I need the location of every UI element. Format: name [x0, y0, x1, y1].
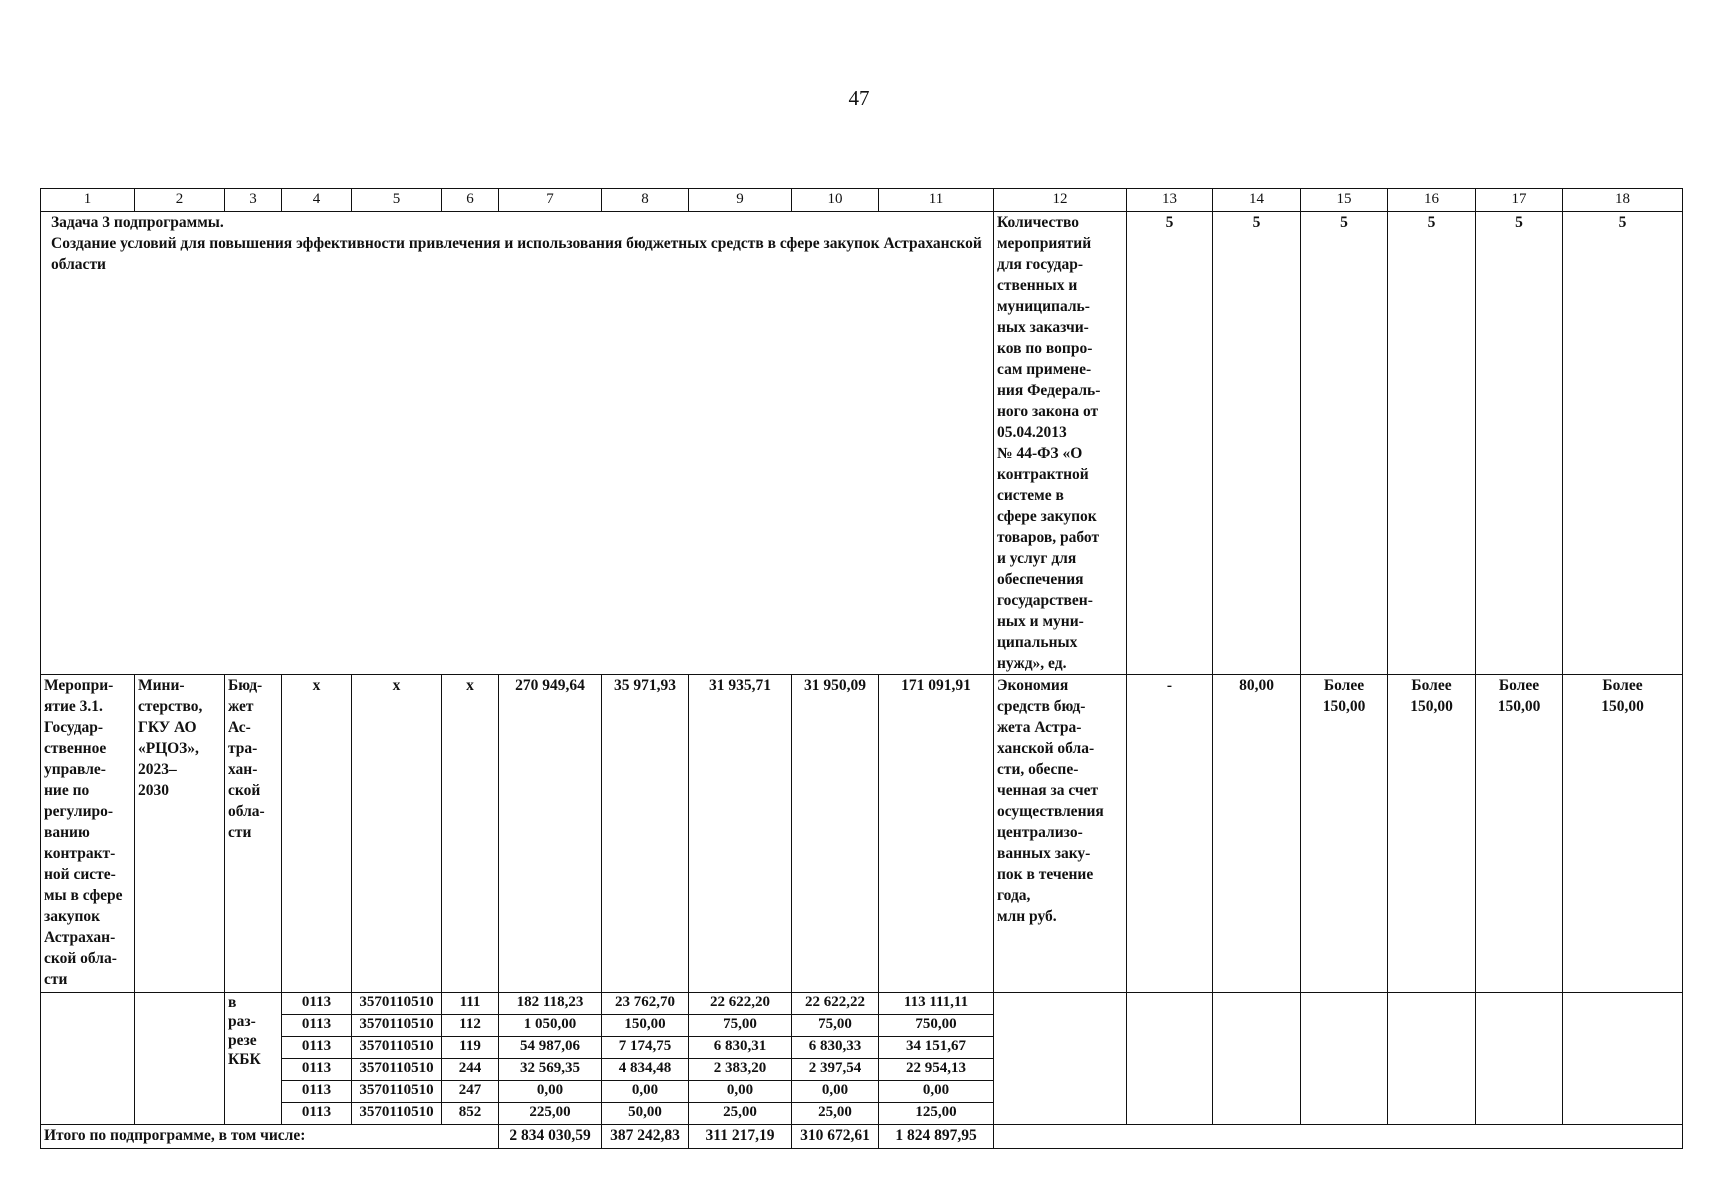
col-header: 3 — [225, 189, 282, 212]
kbk-amount: 75,00 — [689, 1015, 792, 1037]
kbk-amount: 23 762,70 — [602, 993, 689, 1015]
empty-cell — [1301, 993, 1388, 1125]
col-header: 14 — [1213, 189, 1301, 212]
measure-section: х — [282, 675, 352, 993]
empty-cell — [994, 993, 1127, 1125]
empty-cell — [1388, 993, 1476, 1125]
total-amount: 387 242,83 — [602, 1125, 689, 1149]
measure-value: 80,00 — [1213, 675, 1301, 993]
col-header: 4 — [282, 189, 352, 212]
task-row — [41, 212, 1683, 675]
measure-indicator: Экономия средств бюд- жета Астра- ханской обла- сти, обеспе- ченная за счет осуществления централизо- ванных заку- пок в течение года, млн руб. — [994, 675, 1127, 993]
total-amount: 2 834 030,59 — [499, 1125, 602, 1149]
kbk-amount: 22 622,20 — [689, 993, 792, 1015]
kbk-section: 0113 — [282, 1103, 352, 1125]
task-value: 5 — [1127, 212, 1213, 675]
kbk-amount: 0,00 — [689, 1081, 792, 1103]
total-amount: 310 672,61 — [792, 1125, 879, 1149]
total-amount: 1 824 897,95 — [879, 1125, 994, 1149]
kbk-amount: 0,00 — [499, 1081, 602, 1103]
kbk-section: 0113 — [282, 1037, 352, 1059]
kbk-amount: 25,00 — [689, 1103, 792, 1125]
col-header: 6 — [442, 189, 499, 212]
kbk-amount: 4 834,48 — [602, 1059, 689, 1081]
empty-cell — [135, 993, 225, 1125]
col-header: 7 — [499, 189, 602, 212]
kbk-amount: 6 830,33 — [792, 1037, 879, 1059]
col-header: 5 — [352, 189, 442, 212]
col-header: 15 — [1301, 189, 1388, 212]
kbk-amount: 750,00 — [879, 1015, 994, 1037]
measure-amount: 270 949,64 — [499, 675, 602, 993]
kbk-amount: 113 111,11 — [879, 993, 994, 1015]
empty-cell — [994, 1125, 1683, 1149]
col-header: 2 — [135, 189, 225, 212]
empty-cell — [1213, 993, 1301, 1125]
kbk-row — [41, 993, 1683, 1015]
kbk-amount: 225,00 — [499, 1103, 602, 1125]
measure-amount: 171 091,91 — [879, 675, 994, 993]
kbk-amount: 0,00 — [879, 1081, 994, 1103]
budget-table — [40, 188, 1683, 1149]
kbk-vr: 112 — [442, 1015, 499, 1037]
kbk-amount: 7 174,75 — [602, 1037, 689, 1059]
col-header: 11 — [879, 189, 994, 212]
kbk-amount: 1 050,00 — [499, 1015, 602, 1037]
empty-cell — [1476, 993, 1563, 1125]
measure-vr: х — [442, 675, 499, 993]
kbk-vr: 119 — [442, 1037, 499, 1059]
kbk-section: 0113 — [282, 1015, 352, 1037]
kbk-csr: 3570110510 — [352, 993, 442, 1015]
kbk-amount: 54 987,06 — [499, 1037, 602, 1059]
kbk-amount: 2 397,54 — [792, 1059, 879, 1081]
kbk-amount: 50,00 — [602, 1103, 689, 1125]
measure-value: Более 150,00 — [1301, 675, 1388, 993]
kbk-label: в раз- резе КБК — [225, 993, 282, 1125]
col-header: 17 — [1476, 189, 1563, 212]
kbk-amount: 34 151,67 — [879, 1037, 994, 1059]
kbk-csr: 3570110510 — [352, 1037, 442, 1059]
kbk-csr: 3570110510 — [352, 1103, 442, 1125]
measure-value: Более 150,00 — [1388, 675, 1476, 993]
page-number: 47 — [848, 86, 870, 110]
column-number-row — [41, 189, 1683, 212]
col-header: 13 — [1127, 189, 1213, 212]
kbk-section: 0113 — [282, 1081, 352, 1103]
kbk-amount: 2 383,20 — [689, 1059, 792, 1081]
total-row — [41, 1125, 1683, 1149]
task-indicator: Количество мероприятий для государ- ственных и муниципаль- ных заказчи- ков по вопро- сам примене- ния Федераль- ного закона от 05.04.2013 № 44-ФЗ «О контрактной системе в сфере закупок товаров, работ и услуг для обеспечения государствен- ных и муни- ципальных нужд», ед. — [994, 212, 1127, 675]
measure-amount: 35 971,93 — [602, 675, 689, 993]
kbk-csr: 3570110510 — [352, 1059, 442, 1081]
kbk-csr: 3570110510 — [352, 1081, 442, 1103]
kbk-amount: 75,00 — [792, 1015, 879, 1037]
col-header: 1 — [41, 189, 135, 212]
measure-name: Меропри- ятие 3.1. Государ- ственное управле- ние по регулиро- ванию контракт- ной систе- мы в сфере закупок Астрахан- ской обла- сти — [41, 675, 135, 993]
kbk-vr: 111 — [442, 993, 499, 1015]
measure-base-value: - — [1127, 675, 1213, 993]
col-header: 8 — [602, 189, 689, 212]
kbk-section: 0113 — [282, 993, 352, 1015]
total-amount: 311 217,19 — [689, 1125, 792, 1149]
col-header: 16 — [1388, 189, 1476, 212]
task-value: 5 — [1476, 212, 1563, 675]
task-title: Задача 3 подпрограммы. — [51, 214, 224, 231]
col-header: 10 — [792, 189, 879, 212]
measure-value: Более 150,00 — [1563, 675, 1683, 993]
kbk-amount: 0,00 — [792, 1081, 879, 1103]
task-value: 5 — [1388, 212, 1476, 675]
task-description — [41, 212, 994, 675]
kbk-vr: 244 — [442, 1059, 499, 1081]
kbk-amount: 182 118,23 — [499, 993, 602, 1015]
kbk-vr: 247 — [442, 1081, 499, 1103]
measure-row — [41, 675, 1683, 993]
kbk-vr: 852 — [442, 1103, 499, 1125]
task-value: 5 — [1563, 212, 1683, 675]
col-header: 12 — [994, 189, 1127, 212]
measure-source: Бюд- жет Ас- тра- хан- ской обла- сти — [225, 675, 282, 993]
measure-amount: 31 935,71 — [689, 675, 792, 993]
measure-amount: 31 950,09 — [792, 675, 879, 993]
kbk-amount: 22 622,22 — [792, 993, 879, 1015]
kbk-amount: 25,00 — [792, 1103, 879, 1125]
kbk-csr: 3570110510 — [352, 1015, 442, 1037]
kbk-amount: 32 569,35 — [499, 1059, 602, 1081]
total-label: Итого по подпрограмме, в том числе: — [41, 1125, 499, 1149]
kbk-amount: 6 830,31 — [689, 1037, 792, 1059]
kbk-section: 0113 — [282, 1059, 352, 1081]
kbk-amount: 125,00 — [879, 1103, 994, 1125]
empty-cell — [41, 993, 135, 1125]
task-value: 5 — [1301, 212, 1388, 675]
empty-cell — [1127, 993, 1213, 1125]
measure-executor: Мини- стерство, ГКУ АО «РЦОЗ», 2023– 2030 — [135, 675, 225, 993]
empty-cell — [1563, 993, 1683, 1125]
col-header: 18 — [1563, 189, 1683, 212]
col-header: 9 — [689, 189, 792, 212]
measure-value: Более 150,00 — [1476, 675, 1563, 993]
kbk-amount: 150,00 — [602, 1015, 689, 1037]
task-text: Создание условий для повышения эффективности привлечения и использования бюджетных средств в сфере закупок Астраханской области — [51, 235, 982, 273]
kbk-amount: 22 954,13 — [879, 1059, 994, 1081]
measure-csr: х — [352, 675, 442, 993]
task-value: 5 — [1213, 212, 1301, 675]
kbk-amount: 0,00 — [602, 1081, 689, 1103]
